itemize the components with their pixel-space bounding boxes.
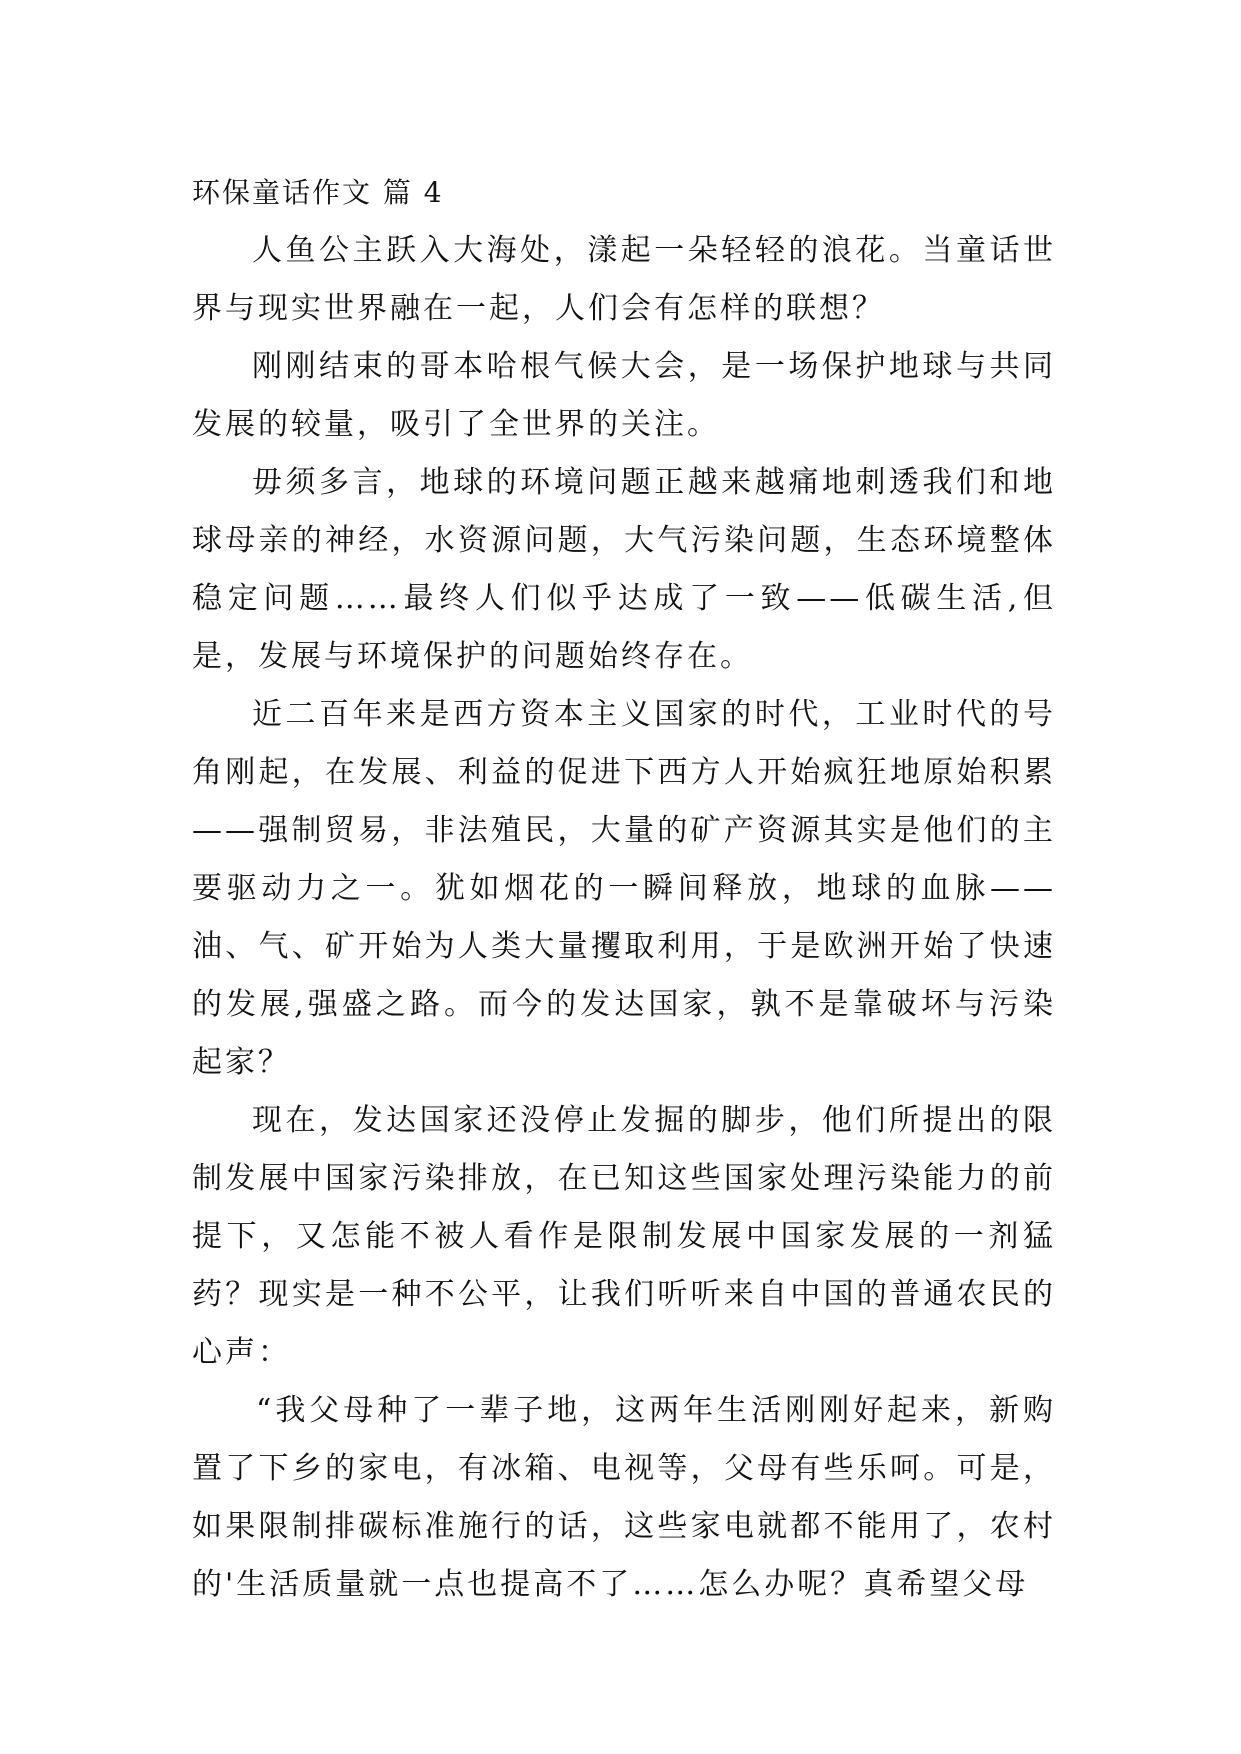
paragraph-5: 现在，发达国家还没停止发掘的脚步，他们所提出的限制发展中国家污染排放，在已知这些国家处理污染能力的前提下，又怎能不被人看作是限制发展中国家发展的一剂猛药？现实是一种不公平，让我们听听来自中国的普通农民的心声：: [192, 1103, 1056, 1370]
paragraph-6-quote: “我父母种了一辈子地，这两年生活刚刚好起来，新购置了下乡的家电，有冰箱、电视等，父母有些乐呵。可是，如果限制排碳标准施行的话，这些家电就都不能用了，农村的'生活质量就一点也提高不了……怎么办呢？真希望父母: [192, 1393, 1056, 1602]
document-body: [192, 164, 1056, 1614]
paragraph-4: 近二百年来是西方资本主义国家的时代，工业时代的号角刚起，在发展、利益的促进下西方人开始疯狂地原始积累——强制贸易，非法殖民，大量的矿产资源其实是他们的主要驱动力之一。犹如烟花的一瞬间释放，地球的血脉——油、气、矿开始为人类大量攫取利用，于是欧洲开始了快速的发展,强盛之路。而今的发达国家，孰不是靠破坏与污染起家？: [192, 697, 1056, 1080]
paragraph-2: 刚刚结束的哥本哈根气候大会，是一场保护地球与共同发展的较量，吸引了全世界的关注。: [192, 349, 1056, 442]
document-title: 环保童话作文 篇 4: [192, 176, 444, 209]
paragraph-1: 人鱼公主跃入大海处，漾起一朵轻轻的浪花。当童话世界与现实世界融在一起，人们会有怎样的联想？: [192, 233, 1056, 326]
paragraph-3: 毋须多言，地球的环境问题正越来越痛地刺透我们和地球母亲的神经，水资源问题，大气污染问题，生态环境整体稳定问题……最终人们似乎达成了一致——低碳生活,但是，发展与环境保护的问题始终存在。: [192, 465, 1056, 674]
